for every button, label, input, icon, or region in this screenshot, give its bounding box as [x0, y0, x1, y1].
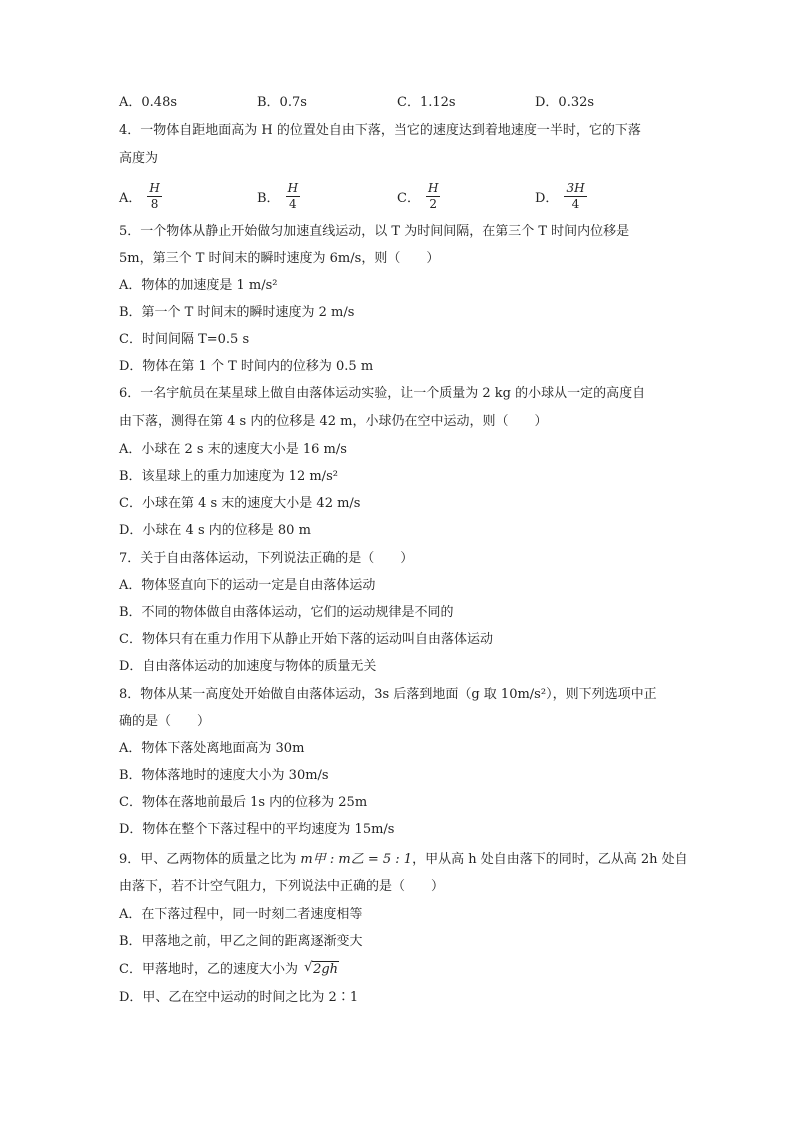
q7-option-a: A．物体竖直向下的运动一定是自由落体运动: [119, 578, 376, 593]
fraction-numerator: H: [287, 180, 299, 195]
option-label: C．: [397, 190, 420, 206]
option-label: B．: [257, 190, 280, 206]
fraction-numerator: 3H: [566, 180, 585, 195]
q8-option-a: A．物体下落处离地面高为 30m: [119, 741, 305, 756]
fraction-numerator: H: [149, 180, 160, 195]
fraction: [286, 181, 300, 212]
fraction-numerator: H: [427, 180, 439, 195]
q3-option-a: A．0.48s: [119, 95, 178, 110]
q6-option-b: B．该星球上的重力加速度为 12 m/s²: [119, 469, 338, 484]
q8-stem-line2: 确的是（ ）: [119, 714, 211, 729]
q4-option-c: [397, 178, 440, 214]
q6-option-a: A．小球在 2 s 末的速度大小是 16 m/s: [119, 442, 347, 457]
q9-stem-line2: 由落下，若不计空气阻力，下列说法中正确的是（ ）: [119, 879, 445, 894]
q6-option-d: D．小球在 4 s 内的位移是 80 m: [119, 523, 311, 538]
q5-stem-line1: 5．一个物体从静止开始做匀加速直线运动，以 T 为时间间隔，在第三个 T 时间内位移是: [119, 224, 630, 239]
q9-stem-line1: [119, 850, 688, 870]
fraction: [426, 181, 440, 212]
q4-stem-line1: 4．一物体自距地面高为 H 的位置处自由下落，当它的速度达到着地速度一半时，它的下落: [119, 123, 641, 138]
radicand: 2gh: [313, 962, 339, 977]
q9-option-d: D．甲、乙在空中运动的时间之比为 2∶1: [119, 990, 359, 1005]
q9-stem-part1: 9．甲、乙两物体的质量之比为: [119, 852, 301, 867]
q7-option-c: C．物体只有在重力作用下从静止开始下落的运动叫自由落体运动: [119, 632, 493, 647]
q7-option-d: D．自由落体运动的加速度与物体的质量无关: [119, 659, 377, 674]
q8-option-d: D．物体在整个下落过程中的平均速度为 15m/s: [119, 822, 395, 837]
q6-stem-line1: 6．一名宇航员在某星球上做自由落体运动实验，让一个质量为 2 kg 的小球从一定的高度自: [119, 386, 646, 401]
fraction-denominator: 4: [571, 196, 580, 211]
radical-sign: √: [304, 960, 313, 975]
q7-option-b: B．不同的物体做自由落体运动，它们的运动规律是不同的: [119, 605, 454, 620]
fraction: [564, 181, 586, 212]
q5-stem-line2: 5m，第三个 T 时间末的瞬时速度为 6m/s，则（ ）: [119, 251, 440, 266]
fraction-denominator: 8: [150, 196, 159, 211]
option-label: D．: [535, 190, 559, 206]
q8-option-b: B．物体落地时的速度大小为 30m/s: [119, 768, 329, 783]
q3-options: [119, 93, 679, 113]
q9-stem-part2: ，甲从高 h 处自由落下的同时，乙从高 2h 处自: [412, 852, 688, 867]
fraction-denominator: 4: [288, 196, 297, 211]
q5-option-c: C．时间间隔 T=0.5 s: [119, 332, 250, 347]
fraction: [147, 181, 161, 212]
q5-option-d: D．物体在第 1 个 T 时间内的位移为 0.5 m: [119, 359, 374, 374]
q9-option-c-text: C．甲落地时，乙的速度大小为: [119, 962, 303, 977]
q8-option-c: C．物体在落地前最后 1s 内的位移为 25m: [119, 795, 368, 810]
q4-option-a: [119, 178, 162, 214]
fraction-denominator: 2: [429, 196, 437, 211]
q3-option-d: D．0.32s: [535, 95, 595, 110]
q4-options: [119, 178, 679, 214]
option-label: A．: [119, 190, 142, 206]
q3-option-c: C．1.12s: [397, 95, 456, 110]
q3-option-b: B．0.7s: [257, 95, 307, 110]
q5-option-b: B．第一个 T 时间末的瞬时速度为 2 m/s: [119, 305, 355, 320]
q8-stem-line1: 8．物体从某一高度处开始做自由落体运动，3s 后落到地面（g 取 10m/s²），则下列选项中正: [119, 687, 657, 702]
q6-option-c: C．小球在第 4 s 末的速度大小是 42 m/s: [119, 496, 361, 511]
sqrt-expression: [304, 960, 339, 980]
mass-ratio: m甲 : m乙 = 5 : 1: [300, 852, 413, 867]
q6-stem-line2: 由下落，测得在第 4 s 内的位移是 42 m，小球仍在空中运动，则（ ）: [119, 414, 548, 429]
q9-option-a: A．在下落过程中，同一时刻二者速度相等: [119, 907, 363, 922]
q5-option-a: A．物体的加速度是 1 m/s²: [119, 278, 278, 293]
q4-stem-line2: 高度为: [119, 151, 159, 166]
q9-option-b: B．甲落地之前，甲乙之间的距离逐渐变大: [119, 934, 363, 949]
q9-option-c: [119, 960, 339, 980]
q7-stem-line1: 7．关于自由落体运动，下列说法正确的是（ ）: [119, 551, 414, 566]
q4-option-d: [535, 178, 587, 214]
q4-option-b: [257, 178, 300, 214]
